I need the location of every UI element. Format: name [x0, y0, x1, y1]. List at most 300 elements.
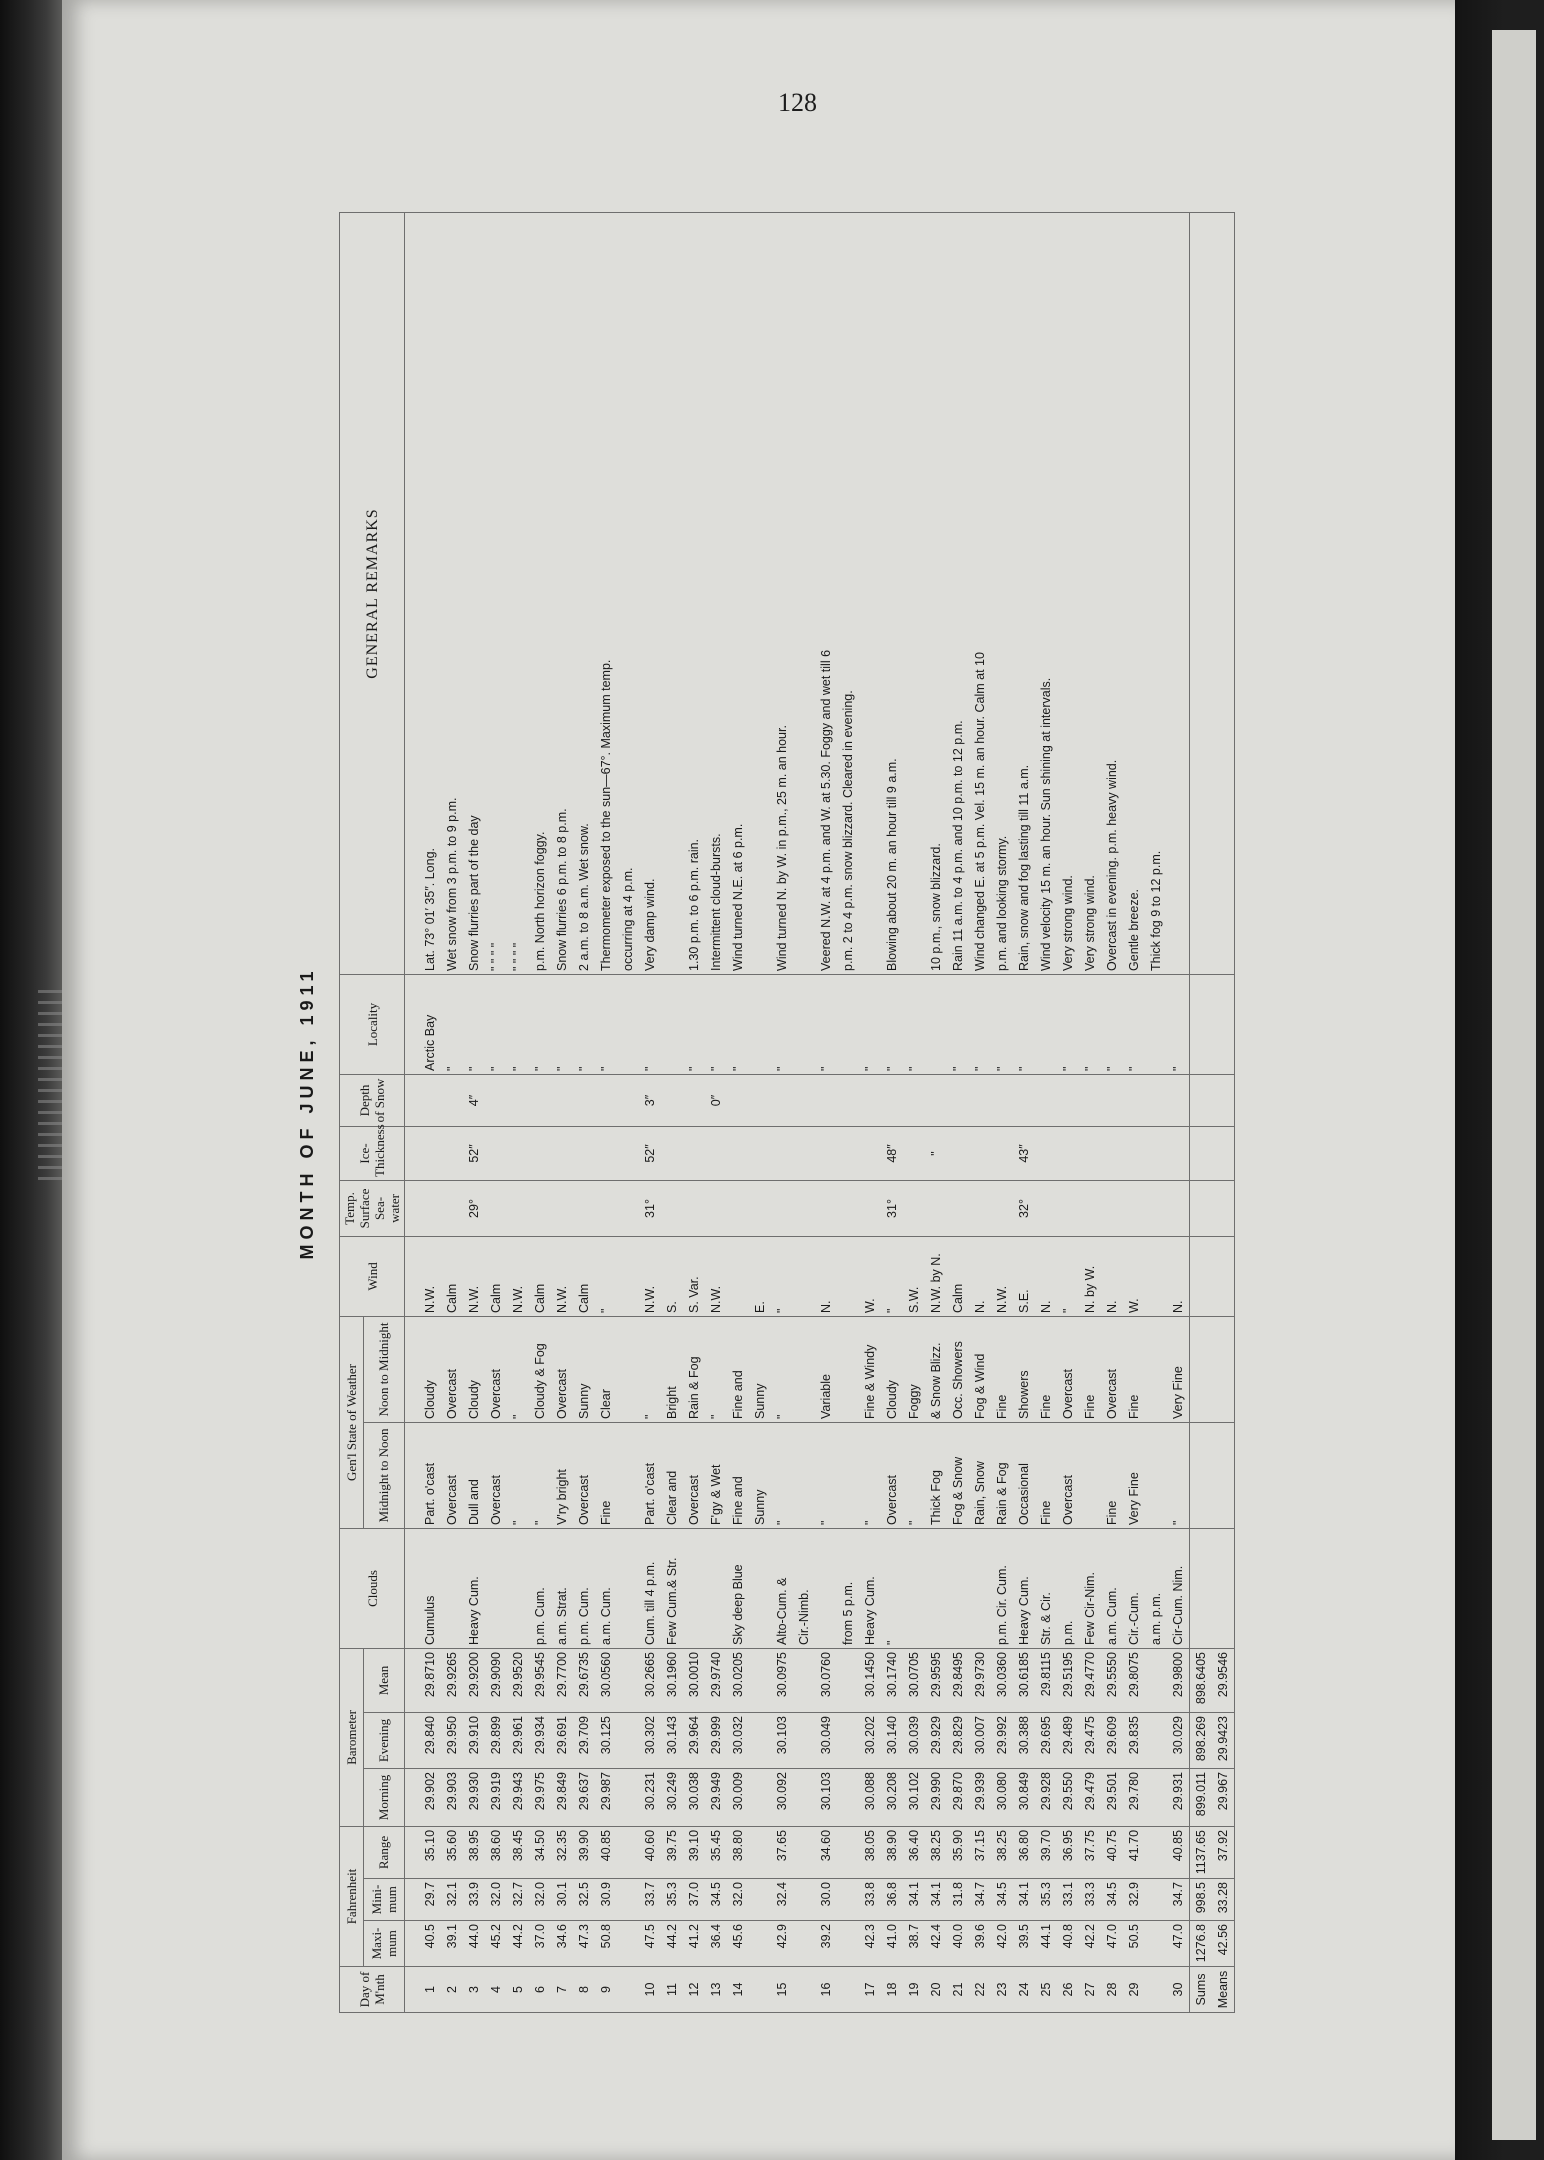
barometer-evening-cell: 29.999: [705, 1712, 727, 1768]
clouds-cell: [947, 1528, 969, 1648]
ice-thickness-cell: [1145, 1126, 1167, 1180]
wind-cell: N.W.: [991, 1236, 1013, 1316]
ice-thickness-cell: 52″: [463, 1126, 485, 1180]
min-temp-cell: 32.4: [771, 1879, 793, 1921]
range-cell: 41.70: [1123, 1826, 1145, 1878]
state-midnight-noon-cell: Overcast: [1057, 1422, 1079, 1528]
table-row: [1145, 212, 1167, 2012]
min-temp-cell: 34.1: [1013, 1879, 1035, 1921]
locality-cell: ": [1013, 974, 1035, 1074]
wind-cell: N.W.: [405, 1236, 442, 1316]
ice-thickness-cell: [837, 1126, 859, 1180]
barometer-morning-cell: 30.102: [903, 1768, 925, 1826]
remarks-cell: 1.30 p.m. to 6 p.m. rain.: [683, 212, 705, 974]
clouds-cell: Heavy Cum.: [859, 1528, 881, 1648]
state-noon-midnight-cell: [617, 1316, 639, 1422]
table-row: [969, 212, 991, 2012]
day-cell: 13: [705, 1967, 727, 2013]
barometer-mean-cell: 30.0975: [771, 1648, 793, 1712]
barometer-morning-cell: 30.249: [661, 1768, 683, 1826]
state-noon-midnight-cell: Sunny: [749, 1316, 771, 1422]
max-temp-cell: 50.5: [1123, 1921, 1145, 1967]
clouds-cell: [749, 1528, 771, 1648]
remarks-cell: Intermittent cloud-bursts.: [705, 212, 727, 974]
max-temp-cell: 47.5: [639, 1921, 661, 1967]
range-cell: 40.75: [1101, 1826, 1123, 1878]
totals-label-cell: Sums: [1190, 1967, 1213, 2013]
state-midnight-noon-cell: Rain, Snow: [969, 1422, 991, 1528]
empty-cell: [1212, 1528, 1235, 1648]
snow-depth-cell: [1013, 1074, 1035, 1126]
clouds-cell: Few Cir-Nim.: [1079, 1528, 1101, 1648]
remarks-cell: Wind turned N. by W. in p.m., 25 m. an hour.: [771, 212, 793, 974]
ice-thickness-cell: [1167, 1126, 1190, 1180]
locality-cell: ": [881, 974, 903, 1074]
clouds-cell: Cumulus: [405, 1528, 442, 1648]
locality-cell: ": [595, 974, 617, 1074]
header-evening: Evening: [363, 1712, 404, 1768]
barometer-morning-cell: 29.949: [705, 1768, 727, 1826]
sea-temp-cell: [1079, 1180, 1101, 1236]
wind-cell: W.: [1123, 1236, 1145, 1316]
state-midnight-noon-cell: ": [771, 1422, 793, 1528]
barometer-evening-cell: [1145, 1712, 1167, 1768]
barometer-mean-cell: 29.9545: [529, 1648, 551, 1712]
range-cell: 38.80: [727, 1826, 749, 1878]
day-cell: [837, 1967, 859, 2013]
locality-cell: ": [903, 974, 925, 1074]
remarks-cell: [793, 212, 815, 974]
clouds-cell: a.m. Cum.: [595, 1528, 617, 1648]
min-temp-cell: 32.0: [529, 1879, 551, 1921]
range-cell: 38.45: [507, 1826, 529, 1878]
table-row: [1101, 212, 1123, 2012]
day-cell: 25: [1035, 1967, 1057, 2013]
sea-temp-cell: [1035, 1180, 1057, 1236]
wind-cell: N.: [1167, 1236, 1190, 1316]
ice-thickness-cell: [661, 1126, 683, 1180]
max-temp-cell: 42.56: [1212, 1921, 1235, 1967]
barometer-mean-cell: 29.9520: [507, 1648, 529, 1712]
state-midnight-noon-cell: Overcast: [683, 1422, 705, 1528]
max-temp-cell: 40.0: [947, 1921, 969, 1967]
state-midnight-noon-cell: [837, 1422, 859, 1528]
min-temp-cell: 34.5: [991, 1879, 1013, 1921]
table-row: [463, 212, 485, 2012]
barometer-mean-cell: 30.0560: [595, 1648, 617, 1712]
snow-depth-cell: [837, 1074, 859, 1126]
barometer-morning-cell: 30.103: [815, 1768, 837, 1826]
barometer-evening-cell: 29.950: [441, 1712, 463, 1768]
barometer-morning-cell: 29.987: [595, 1768, 617, 1826]
locality-cell: [661, 974, 683, 1074]
min-temp-cell: 33.8: [859, 1879, 881, 1921]
remarks-cell: Lat. 73° 01′ 35″. Long.: [405, 212, 442, 974]
state-noon-midnight-cell: [793, 1316, 815, 1422]
clouds-cell: [485, 1528, 507, 1648]
clouds-cell: p.m. Cir. Cum.: [991, 1528, 1013, 1648]
remarks-cell: Wind velocity 15 m. an hour. Sun shining at intervals.: [1035, 212, 1057, 974]
barometer-evening-cell: 29.929: [925, 1712, 947, 1768]
ice-thickness-cell: [1123, 1126, 1145, 1180]
state-midnight-noon-cell: [793, 1422, 815, 1528]
state-noon-midnight-cell: Fine: [1079, 1316, 1101, 1422]
locality-cell: ": [1101, 974, 1123, 1074]
clouds-cell: [507, 1528, 529, 1648]
wind-cell: S. Var.: [683, 1236, 705, 1316]
state-noon-midnight-cell: ": [507, 1316, 529, 1422]
min-temp-cell: 33.3: [1079, 1879, 1101, 1921]
wind-cell: ": [595, 1236, 617, 1316]
empty-cell: [1212, 1236, 1235, 1316]
barometer-morning-cell: 29.870: [947, 1768, 969, 1826]
max-temp-cell: 42.9: [771, 1921, 793, 1967]
header-wind: Wind: [340, 1236, 405, 1316]
clouds-cell: Heavy Cum.: [1013, 1528, 1035, 1648]
day-cell: 5: [507, 1967, 529, 2013]
barometer-morning-cell: 29.975: [529, 1768, 551, 1826]
table-row: [903, 212, 925, 2012]
min-temp-cell: 31.8: [947, 1879, 969, 1921]
table-row: [925, 212, 947, 2012]
clouds-cell: Cir.-Cum.: [1123, 1528, 1145, 1648]
barometer-mean-cell: 29.8075: [1123, 1648, 1145, 1712]
empty-cell: [1212, 1422, 1235, 1528]
table-row: [683, 212, 705, 2012]
table-row: [837, 212, 859, 2012]
barometer-mean-cell: 29.6735: [573, 1648, 595, 1712]
state-midnight-noon-cell: [1145, 1422, 1167, 1528]
barometer-morning-cell: [617, 1768, 639, 1826]
barometer-morning-cell: 29.903: [441, 1768, 463, 1826]
min-temp-cell: 33.9: [463, 1879, 485, 1921]
ice-thickness-cell: [749, 1126, 771, 1180]
remarks-cell: [749, 212, 771, 974]
wind-cell: N.: [815, 1236, 837, 1316]
ice-thickness-cell: [815, 1126, 837, 1180]
state-noon-midnight-cell: Cloudy: [405, 1316, 442, 1422]
state-midnight-noon-cell: Dull and: [463, 1422, 485, 1528]
remarks-cell: [661, 212, 683, 974]
wind-cell: N.W.: [551, 1236, 573, 1316]
range-cell: 38.05: [859, 1826, 881, 1878]
state-midnight-noon-cell: Part. o'cast: [639, 1422, 661, 1528]
ice-thickness-cell: [1079, 1126, 1101, 1180]
range-cell: 34.50: [529, 1826, 551, 1878]
barometer-morning-cell: 30.088: [859, 1768, 881, 1826]
state-midnight-noon-cell: [1079, 1422, 1101, 1528]
range-cell: 40.60: [639, 1826, 661, 1878]
barometer-evening-cell: 30.007: [969, 1712, 991, 1768]
sea-temp-cell: [727, 1180, 749, 1236]
min-temp-cell: [1145, 1879, 1167, 1921]
snow-depth-cell: [507, 1074, 529, 1126]
locality-cell: [749, 974, 771, 1074]
remarks-cell: Thermometer exposed to the sun—67°. Maximum temp.: [595, 212, 617, 974]
barometer-evening-cell: 30.029: [1167, 1712, 1190, 1768]
max-temp-cell: 45.2: [485, 1921, 507, 1967]
clouds-cell: Sky deep Blue: [727, 1528, 749, 1648]
state-noon-midnight-cell: & Snow Blizz.: [925, 1316, 947, 1422]
day-cell: [617, 1967, 639, 2013]
snow-depth-cell: 3″: [639, 1074, 661, 1126]
barometer-mean-cell: [837, 1648, 859, 1712]
sea-temp-cell: 29°: [463, 1180, 485, 1236]
sea-temp-cell: [551, 1180, 573, 1236]
barometer-morning-cell: 29.931: [1167, 1768, 1190, 1826]
range-cell: [837, 1826, 859, 1878]
table-row: [1013, 212, 1035, 2012]
locality-cell: ": [683, 974, 705, 1074]
header-morning: Morning: [363, 1768, 404, 1826]
barometer-mean-cell: 29.5195: [1057, 1648, 1079, 1712]
barometer-mean-cell: 29.9090: [485, 1648, 507, 1712]
sea-temp-cell: [441, 1180, 463, 1236]
sea-temp-cell: [1145, 1180, 1167, 1236]
max-temp-cell: 37.0: [529, 1921, 551, 1967]
min-temp-cell: 29.7: [405, 1879, 442, 1921]
clouds-cell: [705, 1528, 727, 1648]
state-noon-midnight-cell: ": [771, 1316, 793, 1422]
day-cell: 21: [947, 1967, 969, 2013]
locality-cell: ": [551, 974, 573, 1074]
barometer-morning-cell: 29.849: [551, 1768, 573, 1826]
snow-depth-cell: [529, 1074, 551, 1126]
snow-depth-cell: [793, 1074, 815, 1126]
barometer-mean-cell: 30.0010: [683, 1648, 705, 1712]
remarks-cell: " " " ": [485, 212, 507, 974]
locality-cell: ": [859, 974, 881, 1074]
table-row: [507, 212, 529, 2012]
table-row: [793, 212, 815, 2012]
state-midnight-noon-cell: F'gy & Wet: [705, 1422, 727, 1528]
locality-cell: [1035, 974, 1057, 1074]
barometer-morning-cell: 29.902: [405, 1768, 442, 1826]
wind-cell: ": [771, 1236, 793, 1316]
barometer-evening-cell: 29.695: [1035, 1712, 1057, 1768]
totals-row: [1212, 212, 1235, 2012]
clouds-cell: Alto-Cum. &: [771, 1528, 793, 1648]
ice-thickness-cell: [1057, 1126, 1079, 1180]
barometer-evening-cell: 29.840: [405, 1712, 442, 1768]
remarks-cell: Rain, snow and fog lasting till 11 a.m.: [1013, 212, 1035, 974]
wind-cell: ": [881, 1236, 903, 1316]
sea-temp-cell: [1057, 1180, 1079, 1236]
barometer-evening-cell: 30.202: [859, 1712, 881, 1768]
sea-temp-cell: [617, 1180, 639, 1236]
remarks-cell: Wind turned N.E. at 6 p.m.: [727, 212, 749, 974]
remarks-cell: Overcast in evening. p.m. heavy wind.: [1101, 212, 1123, 974]
header-clouds: Clouds: [340, 1528, 405, 1648]
max-temp-cell: 39.2: [815, 1921, 837, 1967]
header-range: Range: [363, 1826, 404, 1878]
snow-depth-cell: [661, 1074, 683, 1126]
max-temp-cell: 40.8: [1057, 1921, 1079, 1967]
header-maximum: Maxi- mum: [363, 1921, 404, 1967]
state-noon-midnight-cell: Overcast: [441, 1316, 463, 1422]
state-noon-midnight-cell: Fine: [1123, 1316, 1145, 1422]
day-cell: 22: [969, 1967, 991, 2013]
clouds-cell: Str. & Cir.: [1035, 1528, 1057, 1648]
barometer-mean-cell: [1145, 1648, 1167, 1712]
sea-temp-cell: 31°: [639, 1180, 661, 1236]
clouds-cell: p.m.: [1057, 1528, 1079, 1648]
barometer-evening-cell: 29.475: [1079, 1712, 1101, 1768]
header-minimum: Mini- mum: [363, 1879, 404, 1921]
barometer-morning-cell: 29.780: [1123, 1768, 1145, 1826]
snow-depth-cell: [859, 1074, 881, 1126]
max-temp-cell: [1145, 1921, 1167, 1967]
max-temp-cell: 47.3: [573, 1921, 595, 1967]
ice-thickness-cell: [529, 1126, 551, 1180]
min-temp-cell: 998.5: [1190, 1879, 1213, 1921]
max-temp-cell: 45.6: [727, 1921, 749, 1967]
snow-depth-cell: [727, 1074, 749, 1126]
ice-thickness-cell: [507, 1126, 529, 1180]
day-cell: 18: [881, 1967, 903, 2013]
rotated-table-block: [277, 213, 1357, 2013]
clouds-cell: [969, 1528, 991, 1648]
snow-depth-cell: [551, 1074, 573, 1126]
snow-depth-cell: [441, 1074, 463, 1126]
empty-cell: [1190, 212, 1213, 974]
sea-temp-cell: [969, 1180, 991, 1236]
wind-cell: Calm: [573, 1236, 595, 1316]
barometer-morning-cell: [1145, 1768, 1167, 1826]
locality-cell: ": [463, 974, 485, 1074]
state-noon-midnight-cell: Rain & Fog: [683, 1316, 705, 1422]
barometer-evening-cell: [837, 1712, 859, 1768]
snow-depth-cell: [1035, 1074, 1057, 1126]
max-temp-cell: 44.2: [507, 1921, 529, 1967]
clouds-cell: Cum. till 4 p.m.: [639, 1528, 661, 1648]
state-midnight-noon-cell: ": [1167, 1422, 1190, 1528]
locality-cell: ": [815, 974, 837, 1074]
wind-cell: S.: [661, 1236, 683, 1316]
day-cell: 24: [1013, 1967, 1035, 2013]
remarks-cell: Very damp wind.: [639, 212, 661, 974]
remarks-cell: Rain 11 a.m. to 4 p.m. and 10 p.m. to 12 p.m.: [947, 212, 969, 974]
clouds-cell: a.m. p.m.: [1145, 1528, 1167, 1648]
table-row: [749, 212, 771, 2012]
header-fahrenheit: Fahrenheit: [340, 1826, 364, 1966]
min-temp-cell: 35.3: [661, 1879, 683, 1921]
wind-cell: N.W.: [705, 1236, 727, 1316]
barometer-evening-cell: 30.302: [639, 1712, 661, 1768]
snow-depth-cell: [1123, 1074, 1145, 1126]
header-barometer: Barometer: [340, 1648, 364, 1826]
empty-cell: [1212, 212, 1235, 974]
wind-cell: N.W.: [639, 1236, 661, 1316]
state-noon-midnight-cell: Overcast: [1101, 1316, 1123, 1422]
wind-cell: N. by W.: [1079, 1236, 1101, 1316]
state-midnight-noon-cell: ": [903, 1422, 925, 1528]
ice-thickness-cell: 43″: [1013, 1126, 1035, 1180]
header-mean: Mean: [363, 1648, 404, 1712]
state-midnight-noon-cell: [617, 1422, 639, 1528]
clouds-cell: [815, 1528, 837, 1648]
state-noon-midnight-cell: Overcast: [1057, 1316, 1079, 1422]
snow-depth-cell: [1145, 1074, 1167, 1126]
header-snow: Depth of Snow: [340, 1074, 405, 1126]
barometer-evening-cell: 29.489: [1057, 1712, 1079, 1768]
wind-cell: [1145, 1236, 1167, 1316]
range-cell: 40.85: [1167, 1826, 1190, 1878]
locality-cell: ": [771, 974, 793, 1074]
barometer-morning-cell: 29.928: [1035, 1768, 1057, 1826]
barometer-morning-cell: 29.501: [1101, 1768, 1123, 1826]
barometer-mean-cell: 29.8495: [947, 1648, 969, 1712]
locality-cell: ": [485, 974, 507, 1074]
sea-temp-cell: [771, 1180, 793, 1236]
clouds-cell: Heavy Cum.: [463, 1528, 485, 1648]
ice-thickness-cell: [1101, 1126, 1123, 1180]
sea-temp-cell: [793, 1180, 815, 1236]
ice-thickness-cell: [551, 1126, 573, 1180]
barometer-mean-cell: 29.7700: [551, 1648, 573, 1712]
header-ice: Ice- Thickness: [340, 1126, 405, 1180]
barometer-morning-cell: [749, 1768, 771, 1826]
range-cell: 39.90: [573, 1826, 595, 1878]
barometer-morning-cell: 30.231: [639, 1768, 661, 1826]
day-cell: 15: [771, 1967, 793, 2013]
state-midnight-noon-cell: ": [507, 1422, 529, 1528]
state-midnight-noon-cell: Sunny: [749, 1422, 771, 1528]
barometer-mean-cell: 30.0205: [727, 1648, 749, 1712]
clouds-cell: from 5 p.m.: [837, 1528, 859, 1648]
min-temp-cell: 30.0: [815, 1879, 837, 1921]
day-cell: 26: [1057, 1967, 1079, 2013]
empty-cell: [1190, 974, 1213, 1074]
day-cell: [793, 1967, 815, 2013]
clouds-cell: [683, 1528, 705, 1648]
remarks-cell: p.m. North horizon foggy.: [529, 212, 551, 974]
table-row: [595, 212, 617, 2012]
wind-cell: N.: [969, 1236, 991, 1316]
barometer-mean-cell: 29.9546: [1212, 1648, 1235, 1712]
sea-temp-cell: [529, 1180, 551, 1236]
table-row: [881, 212, 903, 2012]
ice-thickness-cell: [969, 1126, 991, 1180]
table-row: [1123, 212, 1145, 2012]
remarks-cell: Veered N.W. at 4 p.m. and W. at 5.30. Foggy and wet till 6: [815, 212, 837, 974]
day-cell: 12: [683, 1967, 705, 2013]
snow-depth-cell: [969, 1074, 991, 1126]
wind-cell: S.W.: [903, 1236, 925, 1316]
empty-cell: [1190, 1316, 1213, 1422]
sea-temp-cell: [705, 1180, 727, 1236]
range-cell: 38.60: [485, 1826, 507, 1878]
table-title: MONTH OF JUNE, 1911: [297, 966, 317, 1260]
next-page-edge: [1492, 30, 1536, 2140]
clouds-cell: a.m. Cum.: [1101, 1528, 1123, 1648]
barometer-mean-cell: 30.0705: [903, 1648, 925, 1712]
remarks-cell: Snow flurries 6 p.m. to 8 p.m.: [551, 212, 573, 974]
barometer-mean-cell: 29.9740: [705, 1648, 727, 1712]
empty-cell: [1190, 1422, 1213, 1528]
barometer-morning-cell: 30.208: [881, 1768, 903, 1826]
barometer-morning-cell: 29.637: [573, 1768, 595, 1826]
remarks-cell: Blowing about 20 m. an hour till 9 a.m.: [881, 212, 903, 974]
state-midnight-noon-cell: Fine and: [727, 1422, 749, 1528]
barometer-evening-cell: 29.910: [463, 1712, 485, 1768]
snow-depth-cell: [903, 1074, 925, 1126]
min-temp-cell: [749, 1879, 771, 1921]
state-midnight-noon-cell: ": [859, 1422, 881, 1528]
max-temp-cell: [617, 1921, 639, 1967]
barometer-evening-cell: 29.964: [683, 1712, 705, 1768]
min-temp-cell: 34.1: [903, 1879, 925, 1921]
